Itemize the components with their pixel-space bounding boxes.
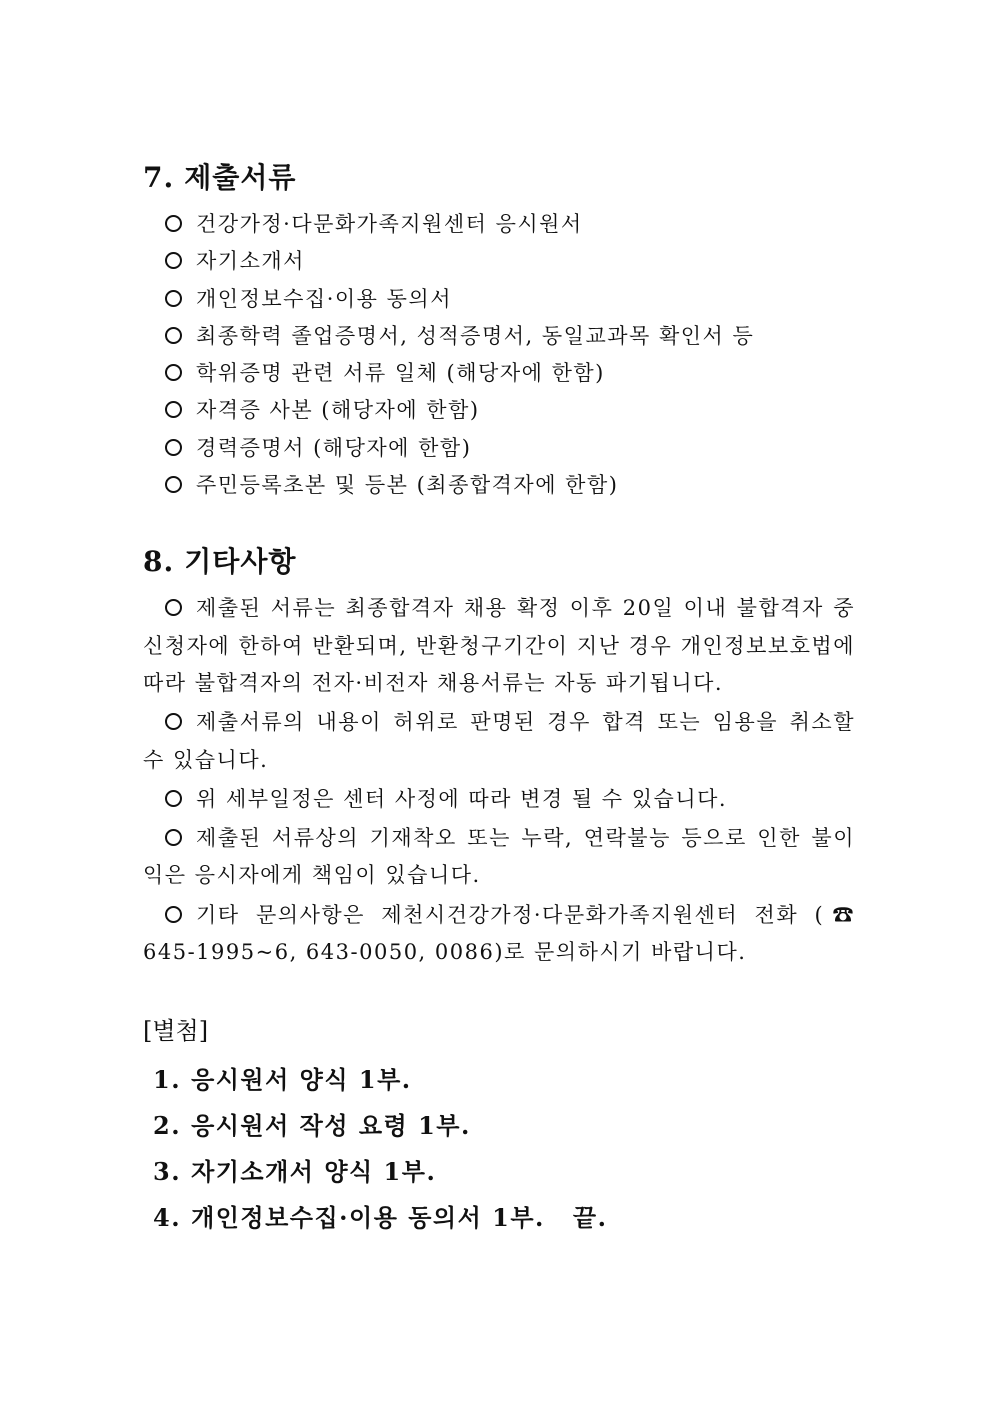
attachment-text: 응시원서 작성 요령 1부. <box>191 1111 471 1141</box>
circle-bullet-icon <box>165 364 182 381</box>
list-item <box>165 243 855 280</box>
list-item-text: 학위증명 관련 서류 일체 (해당자에 한함) <box>196 361 605 386</box>
section-7-heading <box>143 150 855 206</box>
required-documents-list <box>143 206 855 504</box>
attachment-index: 3. <box>153 1157 182 1187</box>
attachment-item <box>153 1057 855 1103</box>
circle-bullet-icon <box>165 439 182 456</box>
circle-bullet-icon <box>165 906 182 923</box>
attachment-text: 응시원서 양식 1부. <box>191 1065 412 1095</box>
notice-paragraph <box>143 590 855 702</box>
list-item-text: 개인정보수집·이용 동의서 <box>196 286 452 311</box>
document-page <box>143 150 855 1241</box>
attachment-item <box>153 1149 855 1195</box>
attachments-title: [별첨] <box>143 1017 209 1046</box>
notice-text: 제출서류의 내용이 허위로 판명된 경우 합격 또는 임용을 취소할 수 있습니다. <box>143 710 855 772</box>
circle-bullet-icon <box>165 401 182 418</box>
notice-text: 제출된 서류는 최종합격자 채용 확정 이후 20일 이내 불합격자 중 신청자에 한하여 반환되며, 반환청구기간이 지난 경우 개인정보보호법에 따라 불합격자의 전자·비전자 채용서류는 자동 파기됩니다. <box>143 596 855 695</box>
circle-bullet-icon <box>165 829 182 846</box>
attachment-text: 개인정보수집·이용 동의서 1부. <box>191 1203 545 1233</box>
section-8-heading <box>143 534 855 590</box>
attachment-item <box>153 1195 855 1241</box>
circle-bullet-icon <box>165 713 182 730</box>
circle-bullet-icon <box>165 252 182 269</box>
attachments-list <box>143 1057 855 1241</box>
attachment-text: 자기소개서 양식 1부. <box>191 1157 437 1187</box>
list-item <box>165 355 855 392</box>
list-item <box>165 281 855 318</box>
attachment-index: 4. <box>153 1203 182 1233</box>
section-7-title: 제출서류 <box>184 161 297 194</box>
list-item-text: 최종학력 졸업증명서, 성적증명서, 동일교과목 확인서 등 <box>196 323 755 348</box>
section-7-number: 7. <box>143 161 175 194</box>
circle-bullet-icon <box>165 790 182 807</box>
notice-paragraph <box>143 820 855 895</box>
notice-paragraph <box>143 897 855 972</box>
list-item <box>165 392 855 429</box>
list-item <box>165 467 855 504</box>
circle-bullet-icon <box>165 599 182 616</box>
attachment-index: 2. <box>153 1111 182 1141</box>
section-8-title: 기타사항 <box>184 545 297 579</box>
list-item-text: 자기소개서 <box>196 249 305 274</box>
list-item <box>165 430 855 467</box>
circle-bullet-icon <box>165 290 182 307</box>
attachment-item <box>153 1103 855 1149</box>
notice-text: 기타 문의사항은 제천시건강가정·다문화가족지원센터 전화 (☎ 645-1995~6, 643-0050, 0086)로 문의하시기 바랍니다. <box>143 902 855 965</box>
list-item-text: 건강가정·다문화가족지원센터 응시원서 <box>196 212 583 236</box>
notice-text: 제출된 서류상의 기재착오 또는 누락, 연락불능 등으로 인한 불이익은 응시자에게 책임이 있습니다. <box>143 826 855 888</box>
end-mark: 끝. <box>572 1203 608 1233</box>
section-8-number: 8. <box>143 545 175 579</box>
notice-text: 위 세부일정은 센터 사정에 따라 변경 될 수 있습니다. <box>196 786 728 811</box>
list-item-text: 자격증 사본 (해당자에 한함) <box>196 398 480 423</box>
list-item-text: 경력증명서 (해당자에 한함) <box>196 435 472 460</box>
list-item <box>165 318 855 355</box>
attachment-index: 1. <box>153 1065 182 1095</box>
list-item <box>165 206 855 243</box>
notice-paragraph <box>143 781 855 818</box>
list-item-text: 주민등록초본 및 등본 (최종합격자에 한함) <box>196 473 619 498</box>
notice-paragraph <box>143 704 855 779</box>
circle-bullet-icon <box>165 476 182 493</box>
circle-bullet-icon <box>165 327 182 344</box>
circle-bullet-icon <box>165 215 182 232</box>
